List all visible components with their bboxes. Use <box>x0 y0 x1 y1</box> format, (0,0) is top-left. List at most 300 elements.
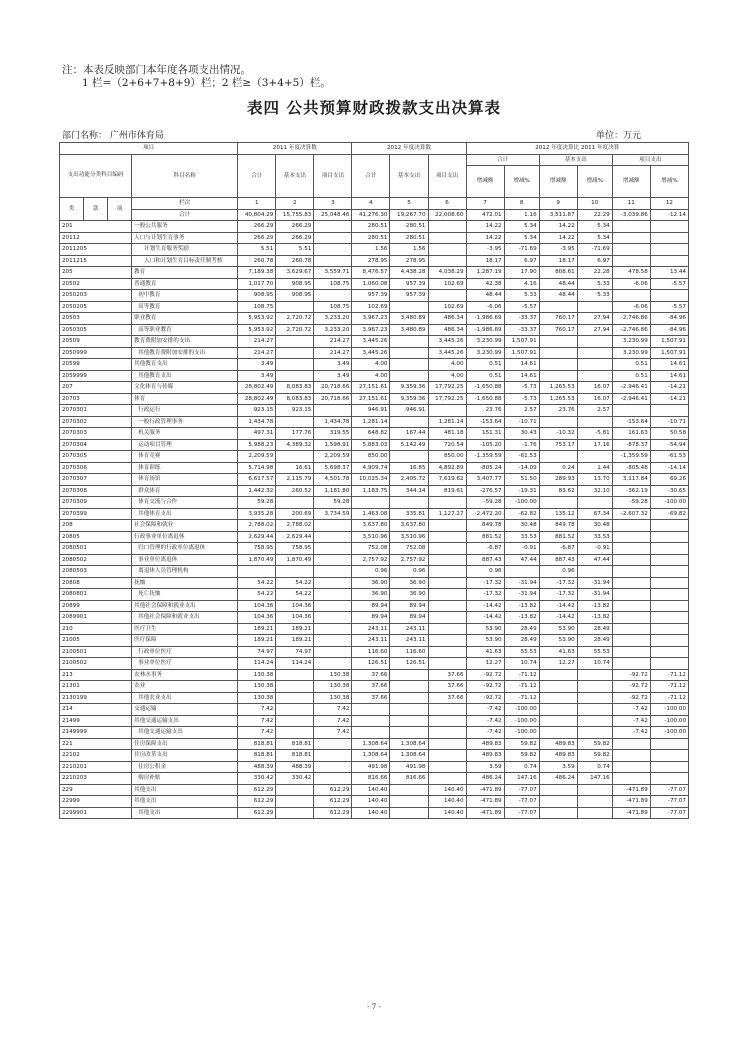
value-cell: -33.37 <box>504 313 539 325</box>
value-cell: 83.62 <box>539 485 577 497</box>
value-cell: -14.21 <box>650 393 688 405</box>
value-cell: 214.27 <box>238 336 276 348</box>
subject-name: 文化体育与传媒 <box>132 382 238 394</box>
value-cell: -2,746.86 <box>612 324 650 336</box>
header-change-amt: 增减额 <box>612 166 650 198</box>
value-cell <box>276 566 314 578</box>
total-cell: 40,804.29 <box>238 209 276 221</box>
value-cell: 189.21 <box>238 623 276 635</box>
value-cell: 3,230.99 <box>612 347 650 359</box>
subject-code: 205 <box>60 267 132 279</box>
subject-code: 21499 <box>60 715 132 727</box>
value-cell: 243.11 <box>390 635 428 647</box>
value-cell <box>314 244 352 256</box>
value-cell: 10.74 <box>504 658 539 670</box>
value-cell <box>314 221 352 233</box>
value-cell: -59.28 <box>466 497 504 509</box>
value-cell <box>314 635 352 647</box>
value-cell: 818.81 <box>238 750 276 762</box>
value-cell: 1,507.91 <box>504 347 539 359</box>
value-cell: 2,720.72 <box>276 313 314 325</box>
value-cell: 3,480.89 <box>390 324 428 336</box>
value-cell <box>276 336 314 348</box>
value-cell: 478.58 <box>612 267 650 279</box>
value-cell: 1,434.78 <box>238 416 276 428</box>
col-no-cell: 10 <box>577 198 612 210</box>
value-cell: 0.51 <box>612 359 650 371</box>
table-row <box>60 681 689 693</box>
header-2012-total: 合计 <box>352 154 390 198</box>
value-cell: -1,359.59 <box>612 451 650 463</box>
value-cell: 17.90 <box>504 267 539 279</box>
subject-name: 人口与计划生育事务 <box>132 232 238 244</box>
value-cell: 1,017.70 <box>238 278 276 290</box>
value-cell: -54.94 <box>650 439 688 451</box>
value-cell: 126.51 <box>352 658 390 670</box>
value-cell <box>650 232 688 244</box>
value-cell: 126.51 <box>390 658 428 670</box>
value-cell: 3,510.96 <box>352 531 390 543</box>
value-cell <box>612 612 650 624</box>
value-cell <box>539 301 577 313</box>
value-cell: 59.82 <box>577 750 612 762</box>
value-cell: -30.65 <box>650 485 688 497</box>
value-cell: 3,559.71 <box>314 267 352 279</box>
value-cell: 27,151.61 <box>352 382 390 394</box>
value-cell: 1,281.14 <box>352 416 390 428</box>
value-cell <box>539 669 577 681</box>
value-cell: 4,909.74 <box>352 462 390 474</box>
value-cell: 12.27 <box>466 658 504 670</box>
value-cell: 3,230.99 <box>466 347 504 359</box>
value-cell: -3.95 <box>466 244 504 256</box>
value-cell: 53.90 <box>539 635 577 647</box>
total-cell: 1.16 <box>504 209 539 221</box>
value-cell: -77.07 <box>650 807 688 819</box>
value-cell: 7.42 <box>238 727 276 739</box>
value-cell <box>612 543 650 555</box>
value-cell: -17.32 <box>466 589 504 601</box>
subject-code: 2130199 <box>60 692 132 704</box>
total-cell: 22,008.60 <box>428 209 466 221</box>
value-cell: 16.85 <box>390 462 428 474</box>
value-cell: 3.59 <box>466 761 504 773</box>
value-cell: 1,287.19 <box>466 267 504 279</box>
value-cell: 16.07 <box>577 393 612 405</box>
total-cell: 3,511.87 <box>539 209 577 221</box>
value-cell: 612.29 <box>238 784 276 796</box>
value-cell: 28.49 <box>577 635 612 647</box>
value-cell: 161.63 <box>612 428 650 440</box>
value-cell: -100.00 <box>504 497 539 509</box>
value-cell: -71.12 <box>504 669 539 681</box>
value-cell: 3,230.99 <box>612 336 650 348</box>
value-cell <box>276 715 314 727</box>
value-cell: 7,189.38 <box>238 267 276 279</box>
value-cell: 489.83 <box>539 750 577 762</box>
subject-code: 22102 <box>60 750 132 762</box>
value-cell: -6.06 <box>466 301 504 313</box>
value-cell <box>650 589 688 601</box>
table-row <box>60 738 689 750</box>
value-cell: 37.66 <box>428 669 466 681</box>
subject-name: 运动项目管理 <box>132 439 238 451</box>
subject-name: 抚恤 <box>132 577 238 589</box>
value-cell: -77.07 <box>504 784 539 796</box>
subject-name: 其他支出 <box>132 784 238 796</box>
value-cell: 53.90 <box>539 623 577 635</box>
value-cell: 4,501.78 <box>314 474 352 486</box>
value-cell <box>276 796 314 808</box>
value-cell: 2,405.72 <box>390 474 428 486</box>
value-cell: 214.27 <box>314 336 352 348</box>
value-cell: 0.74 <box>577 761 612 773</box>
value-cell: 4,438.28 <box>390 267 428 279</box>
subject-name: 其他教育支出 <box>132 370 238 382</box>
value-cell: 1,308.64 <box>352 750 390 762</box>
value-cell: 2.57 <box>504 405 539 417</box>
value-cell: 18.17 <box>466 255 504 267</box>
col-no-cell: 8 <box>504 198 539 210</box>
value-cell: 37.66 <box>428 681 466 693</box>
value-cell <box>650 635 688 647</box>
value-cell: -0.91 <box>577 543 612 555</box>
total-cell: -3,039.86 <box>612 209 650 221</box>
value-cell: 30.48 <box>504 520 539 532</box>
value-cell: 33.53 <box>504 531 539 543</box>
value-cell: 816.66 <box>352 773 390 785</box>
col-no-cell: 4 <box>352 198 390 210</box>
value-cell: 330.42 <box>276 773 314 785</box>
value-cell: 2,788.02 <box>276 520 314 532</box>
value-cell: 37.66 <box>352 681 390 693</box>
page-number: - 7 - <box>367 1003 381 1011</box>
value-cell <box>612 554 650 566</box>
value-cell: -2,607.32 <box>612 508 650 520</box>
value-cell <box>612 635 650 647</box>
value-cell <box>539 784 577 796</box>
value-cell: 7.42 <box>238 704 276 716</box>
value-cell: 41.63 <box>466 646 504 658</box>
value-cell: 3,637.80 <box>352 520 390 532</box>
value-cell: 923.15 <box>276 405 314 417</box>
value-cell: 908.95 <box>276 278 314 290</box>
subject-code: 20703 <box>60 393 132 405</box>
value-cell: 114.24 <box>238 658 276 670</box>
value-cell: -62.82 <box>504 508 539 520</box>
value-cell: -2,472.20 <box>466 508 504 520</box>
table-row <box>60 267 689 279</box>
value-cell <box>577 451 612 463</box>
subject-name: 体育竞赛 <box>132 451 238 463</box>
value-cell: 819.61 <box>428 485 466 497</box>
value-cell <box>428 750 466 762</box>
value-cell: 20,718.66 <box>314 393 352 405</box>
value-cell: 18.17 <box>539 255 577 267</box>
value-cell <box>612 600 650 612</box>
value-cell <box>314 761 352 773</box>
value-cell: 758.95 <box>276 543 314 555</box>
table-row <box>60 566 689 578</box>
value-cell <box>612 761 650 773</box>
col-no-cell: 5 <box>390 198 428 210</box>
subject-code: 20805 <box>60 531 132 543</box>
header-lei: 类 <box>60 198 84 221</box>
value-cell: 59.28 <box>314 497 352 509</box>
table-row <box>60 221 689 233</box>
value-cell <box>539 692 577 704</box>
value-cell: 2,209.59 <box>314 451 352 463</box>
value-cell <box>612 658 650 670</box>
value-cell <box>504 566 539 578</box>
table-row <box>60 727 689 739</box>
header-change-amt: 增减额 <box>539 166 577 198</box>
value-cell: 243.11 <box>352 623 390 635</box>
value-cell: 0.96 <box>390 566 428 578</box>
value-cell: -13.82 <box>504 612 539 624</box>
value-cell <box>390 681 428 693</box>
value-cell: 5.34 <box>577 232 612 244</box>
value-cell: 1,507.91 <box>504 336 539 348</box>
subject-code: 2050305 <box>60 324 132 336</box>
value-cell: 850.00 <box>352 451 390 463</box>
subject-name: 归口管理的行政单位离退休 <box>132 543 238 555</box>
header-2012-project: 项目支出 <box>428 154 466 198</box>
subject-code: 2210203 <box>60 773 132 785</box>
value-cell: 48.44 <box>539 290 577 302</box>
budget-table <box>59 142 689 819</box>
value-cell: 260.52 <box>276 485 314 497</box>
value-cell <box>314 646 352 658</box>
value-cell: 612.29 <box>314 784 352 796</box>
table-row <box>60 474 689 486</box>
value-cell: 51.50 <box>504 474 539 486</box>
value-cell: 4,389.32 <box>276 439 314 451</box>
value-cell: 130.38 <box>238 669 276 681</box>
value-cell: 0.96 <box>466 566 504 578</box>
table-row <box>60 313 689 325</box>
value-cell <box>352 715 390 727</box>
col-no-cell: 6 <box>428 198 466 210</box>
header-item: 项目 <box>60 143 238 155</box>
value-cell: 47.44 <box>577 554 612 566</box>
value-cell: -276.57 <box>466 485 504 497</box>
value-cell: -153.64 <box>612 416 650 428</box>
value-cell: 3,233.20 <box>314 324 352 336</box>
value-cell: 116.60 <box>390 646 428 658</box>
subject-code: 2149999 <box>60 727 132 739</box>
subject-name: 职业教育 <box>132 313 238 325</box>
value-cell: 266.29 <box>238 232 276 244</box>
value-cell <box>276 347 314 359</box>
table-row <box>60 336 689 348</box>
col-no-cell: 3 <box>314 198 352 210</box>
value-cell: 4.00 <box>352 359 390 371</box>
subject-code: 20503 <box>60 313 132 325</box>
subject-code: 21005 <box>60 635 132 647</box>
value-cell <box>428 646 466 658</box>
value-cell: 12.27 <box>539 658 577 670</box>
value-cell <box>539 451 577 463</box>
value-cell: -77.07 <box>650 796 688 808</box>
value-cell: -2,946.41 <box>612 393 650 405</box>
value-cell <box>650 577 688 589</box>
value-cell <box>612 566 650 578</box>
value-cell <box>577 359 612 371</box>
value-cell <box>650 290 688 302</box>
value-cell <box>314 600 352 612</box>
value-cell: 489.83 <box>539 738 577 750</box>
value-cell: 10.74 <box>577 658 612 670</box>
subject-code: 2059999 <box>60 370 132 382</box>
value-cell: -471.89 <box>612 796 650 808</box>
value-cell: -7.42 <box>466 715 504 727</box>
value-cell: -10.71 <box>504 416 539 428</box>
value-cell: 89.94 <box>390 612 428 624</box>
value-cell: -13.82 <box>504 600 539 612</box>
total-label: 合计 <box>132 209 238 221</box>
value-cell: 4,038.29 <box>428 267 466 279</box>
value-cell <box>390 669 428 681</box>
table-row <box>60 600 689 612</box>
value-cell: 280.51 <box>352 232 390 244</box>
subject-name: 一般公共服务 <box>132 221 238 233</box>
value-cell: 27.94 <box>577 324 612 336</box>
value-cell: 151.31 <box>466 428 504 440</box>
value-cell: -77.07 <box>504 796 539 808</box>
value-cell <box>539 681 577 693</box>
value-cell: 319.55 <box>314 428 352 440</box>
subject-code: 221 <box>60 738 132 750</box>
value-cell: 260.78 <box>276 255 314 267</box>
value-cell <box>650 554 688 566</box>
table-row <box>60 370 689 382</box>
subject-code: 2299901 <box>60 807 132 819</box>
value-cell: 140.40 <box>428 784 466 796</box>
value-cell: -1,986.69 <box>466 324 504 336</box>
table-row <box>60 278 689 290</box>
subject-code: 2210201 <box>60 761 132 773</box>
value-cell: 50.58 <box>650 428 688 440</box>
subject-name: 高等职业教育 <box>132 324 238 336</box>
value-cell: 16.07 <box>577 382 612 394</box>
value-cell: 491.98 <box>352 761 390 773</box>
value-cell <box>352 497 390 509</box>
value-cell <box>577 370 612 382</box>
value-cell: -10.32 <box>539 428 577 440</box>
value-cell: -1.76 <box>504 439 539 451</box>
value-cell <box>612 290 650 302</box>
subject-code: 208 <box>60 520 132 532</box>
value-cell <box>650 531 688 543</box>
value-cell <box>428 704 466 716</box>
subject-code: 201 <box>60 221 132 233</box>
value-cell <box>314 658 352 670</box>
value-cell: -5.57 <box>650 301 688 313</box>
value-cell: 1,308.64 <box>390 738 428 750</box>
table-row <box>60 807 689 819</box>
value-cell: 2,757.92 <box>352 554 390 566</box>
value-cell: 489.83 <box>466 738 504 750</box>
value-cell: -471.89 <box>612 784 650 796</box>
value-cell: -71.12 <box>650 681 688 693</box>
value-cell: 13.70 <box>577 474 612 486</box>
header-compare: 2012 年度决算比 2011 年度决算 <box>466 143 688 155</box>
value-cell <box>314 290 352 302</box>
value-cell: 47.44 <box>504 554 539 566</box>
value-cell <box>314 255 352 267</box>
value-cell: 14.61 <box>504 359 539 371</box>
value-cell: 0.96 <box>539 566 577 578</box>
value-cell <box>428 589 466 601</box>
header-kuan: 款 <box>84 198 108 221</box>
value-cell <box>276 370 314 382</box>
value-cell <box>428 232 466 244</box>
value-cell <box>612 646 650 658</box>
table-row <box>60 658 689 670</box>
value-cell <box>428 600 466 612</box>
value-cell <box>650 221 688 233</box>
subject-code: 207 <box>60 382 132 394</box>
value-cell: -100.00 <box>504 727 539 739</box>
subject-name: 其他交通运输支出 <box>132 727 238 739</box>
value-cell: 1.56 <box>390 244 428 256</box>
header-row-1 <box>60 143 689 155</box>
value-cell: 3,629.67 <box>276 267 314 279</box>
value-cell: 7.42 <box>314 704 352 716</box>
value-cell <box>612 221 650 233</box>
value-cell <box>539 796 577 808</box>
value-cell: 3,510.96 <box>390 531 428 543</box>
value-cell: -7.42 <box>612 727 650 739</box>
value-cell <box>314 577 352 589</box>
value-cell <box>577 727 612 739</box>
value-cell: 946.91 <box>390 405 428 417</box>
subject-name: 离退休人员管理机构 <box>132 566 238 578</box>
value-cell: 278.95 <box>390 255 428 267</box>
value-cell: 10,025.34 <box>352 474 390 486</box>
value-cell: -71.12 <box>650 669 688 681</box>
header-2012: 2012 年度决算数 <box>352 143 466 155</box>
value-cell: 1,507.91 <box>650 336 688 348</box>
value-cell <box>390 727 428 739</box>
value-cell <box>650 750 688 762</box>
value-cell <box>314 405 352 417</box>
value-cell: 818.81 <box>276 738 314 750</box>
value-cell: 23.76 <box>539 405 577 417</box>
value-cell <box>390 336 428 348</box>
value-cell: -17.32 <box>539 589 577 601</box>
subject-name: 住房保障支出 <box>132 738 238 750</box>
value-cell: 108.75 <box>238 301 276 313</box>
value-cell <box>390 359 428 371</box>
value-cell: 3,935.28 <box>238 508 276 520</box>
value-cell: 59.82 <box>504 750 539 762</box>
value-cell: 3,233.20 <box>314 313 352 325</box>
value-cell <box>276 359 314 371</box>
subject-name: 计划生育服务奖励 <box>132 244 238 256</box>
value-cell: 486.24 <box>539 773 577 785</box>
value-cell: -31.94 <box>504 577 539 589</box>
value-cell <box>577 336 612 348</box>
subject-code: 229 <box>60 784 132 796</box>
value-cell: 7.42 <box>238 715 276 727</box>
value-cell: 1,442.32 <box>238 485 276 497</box>
value-cell: -71.69 <box>504 244 539 256</box>
header-subject-name: 科目名称 <box>132 154 238 198</box>
value-cell: -33.37 <box>504 324 539 336</box>
value-cell: -71.12 <box>504 681 539 693</box>
